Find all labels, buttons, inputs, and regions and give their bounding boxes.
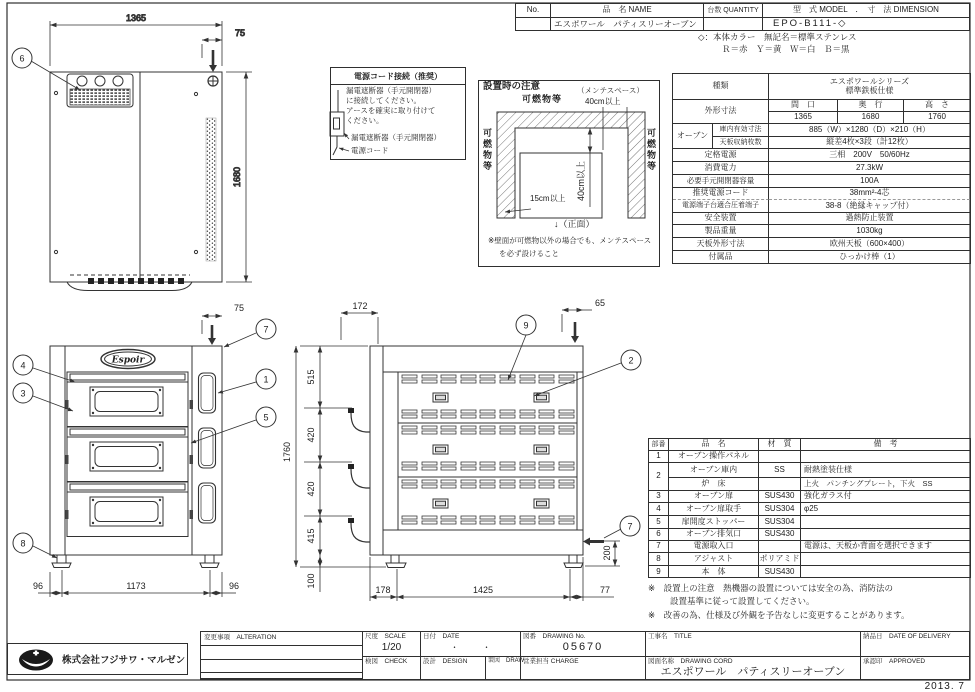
oven-deck [66,427,194,482]
dim-top-depth: 1680 [232,166,242,188]
parts-head-name: 品 名 [669,439,759,451]
company-logo-icon [14,645,58,673]
spec-weight-label: 製品重量 [673,225,769,238]
product-name: エスポワール パティスリーオーブン [551,18,704,31]
dim-top-offset: 75 [234,28,246,38]
header-qty: 台数 QUANTITY [704,4,763,18]
parts-row-name: 本 体 [669,566,759,578]
parts-row-note [801,566,970,578]
charge-cell [521,657,646,679]
header-no: No. [516,4,551,18]
parts-row-no: 6 [649,529,669,541]
parts-row-mat: SUS304 [759,503,801,516]
parts-row-name: オーブン庫内 [669,463,759,478]
adjustable-foot [386,555,583,568]
maintenance-space: （メンテスペース） [577,86,644,95]
spec-dims-label: 外形寸法 [673,100,769,124]
date-label: 日付 DATE [423,633,460,640]
power-box-title: 電源コード接続（推奨） [331,68,465,85]
approved-label: 承認印 APPROVED [863,658,926,665]
design-cell [421,657,486,679]
spec-inner-value: 885（W）×1280（D）×210（H） [769,124,970,137]
dim-side-178: 178 [375,585,391,595]
parts-head-note: 備 考 [801,439,970,451]
dim-height: 1760 [282,441,292,463]
dim-side-65: 65 [594,298,606,308]
header-name: 品 名 NAME [551,4,704,18]
spec-series: エスポワールシリーズ [829,76,910,86]
spec-tray-label: 天板収納枚数 [713,137,769,149]
side-vent-strip [206,118,216,261]
exhaust-hole [113,76,123,86]
parts-row-mat: SUS430 [759,529,801,541]
oven-door [67,437,188,482]
spec-safety-value: 過熱防止装置 [769,213,970,225]
drawing-no-cell [521,632,646,657]
project-title-cell [646,632,861,657]
dim-top-width: 1365 [125,13,147,23]
parts-row-name: オーブン操作パネル [669,451,759,463]
parts-row-name: アジャスト [669,553,759,566]
parts-row-note [801,529,970,541]
spec-table [672,73,971,264]
project-title-label: 工事名 TITLE [648,633,692,640]
spec-depth-value: 1680 [838,112,904,124]
value-qty [704,18,763,31]
spec-inner-label: 庫内有効寸法 [713,124,769,137]
dim-front-offset: 75 [233,303,245,313]
spec-power-value: 三相 200V 50/60Hz [769,149,970,162]
callout-2-label: 2 [628,355,634,366]
drawing-name-value: エスポワール パティスリーオーブン [660,665,846,678]
parts-row-no: 7 [649,541,669,553]
spec-height-value: 1760 [904,112,970,124]
dim-side-515: 515 [306,369,316,385]
dim-side-1425: 1425 [472,585,494,595]
parts-row-mat [759,451,801,463]
wall-note-1: ※壁面が可燃物以外の場合でも、メンテスペース [488,236,652,245]
parts-row-name: 炉 床 [669,478,759,491]
install-box-title: 設置時の注意 [483,81,541,92]
dim-front-center: 1173 [126,581,146,591]
model-number: EPO-B111-◇ [773,18,848,30]
clearance-40cm-top: 40cm以上 [585,97,621,106]
callout-1-label: 1 [263,374,269,385]
dim-front-left: 96 [32,581,44,591]
parts-head-no: 部番 [649,439,669,451]
spec-breaker-label: 必要手元開閉器容量 [673,175,769,188]
drawing-name-label: 図面名称 DRAWING CORD [648,658,733,665]
exhaust-hole [77,76,87,86]
dim-side-420b: 420 [306,481,316,497]
title-block [200,631,970,680]
breaker-label: 漏電遮断器（手元開閉器） [351,133,441,142]
callout-6-label: 6 [19,53,25,64]
clearance-15cm: 15cm以上 [530,194,566,203]
spec-kind-label: 種類 [673,74,769,100]
parts-row-name: オーブン扉 [669,491,759,503]
oven-door [67,382,188,427]
color-note-2: Ｒ＝赤 Ｙ＝黄 Ｗ＝白 Ｂ＝黒 [722,44,850,54]
charge-label: 営業担当 CHARGE [523,658,579,665]
spec-width-head: 間 口 [769,100,838,112]
parts-row-note [801,516,970,529]
color-note-1: ◇：本体カラー 無記名＝標準ステンレス [698,32,857,42]
parts-row-note: 電源は、天板か背面を選択できます [801,541,970,553]
dim-side-415: 415 [306,528,316,544]
check-label: 検図 CHECK [365,658,408,665]
design-label: 設計 DESIGN [423,658,468,665]
scale-value: 1/20 [381,641,402,653]
parts-row-mat: SUS304 [759,516,801,529]
dim-side-420a: 420 [306,427,316,443]
callout-5-label: 5 [263,412,269,423]
scale-cell [363,632,421,657]
oven-deck [66,372,194,427]
spec-terminal-value: 38-8（絶縁キャップ付） [769,200,970,213]
plan-view [12,13,252,291]
drawing-no-label: 図番 DRAWING No. [523,633,586,640]
spec-consume-value: 27.3kW [769,162,970,175]
clearance-40cm-vertical: 40cm以上 [576,160,586,202]
adjustable-foot [52,555,219,568]
header-model: 型 式 MODEL ． 寸 法 DIMENSION [763,4,969,18]
draw-cell [486,657,525,679]
parts-row-mat: SS [759,463,801,478]
parts-row-note: 上火 パンチングプレート，下火 SS [801,478,970,491]
parts-row-mat: SUS430 [759,491,801,503]
parts-row-no: 2 [649,463,669,491]
wall-note-2: を必ず設けること [499,249,559,258]
callout-3-label: 3 [20,388,26,399]
alteration-label: 変更事項 ALTERATION [204,634,277,641]
parts-row-mat: SUS430 [759,566,801,578]
spec-weight-value: 1030kg [769,225,970,238]
date-value: ・ ・ [450,642,491,652]
spec-finish: 標準鉄板仕様 [845,85,894,95]
parts-row-mat: ポリアミド [759,553,801,566]
dim-side-77: 77 [599,585,611,595]
scale-label: 尺度 SCALE [365,633,406,640]
parts-row-note: φ25 [801,503,970,516]
change-note: ※ 改善の為、仕様及び外観を予告なしに変更することがあります。 [648,610,910,620]
callout-7-label: 7 [263,324,269,335]
parts-row-no: 3 [649,491,669,503]
company-name: 株式会社フジサワ・マルゼン [62,655,186,666]
espoir-logo-text: Espoir [111,355,145,366]
spec-kind-value [769,74,970,100]
parts-row-note: 強化ガラス付 [801,491,970,503]
spec-depth-head: 奥 行 [838,100,904,112]
date-stamp: 2013. 7 [924,681,965,692]
oven-deck [66,482,194,537]
flammable-top: 可燃物等 [522,94,563,104]
exhaust-hole [95,76,105,86]
vent-grille [70,89,130,105]
power-box-line2: に接続してください。 [346,96,421,105]
front-direction-label: ↓（正面） [554,219,595,229]
date-cell [421,632,521,657]
callout-9-label: 9 [523,320,529,331]
install-note-1: ※ 設置上の注意 熱機器の設置については安全の為、消防法の [648,583,893,593]
parts-row-no: 4 [649,503,669,516]
spec-tray-value: 縦差4枚×3段（計12枚） [769,137,970,149]
front-view [13,316,386,597]
callout-4-label: 4 [20,360,26,371]
power-box-line3: アースを確実に取り付けて [346,106,436,115]
cord-label: 電源コード [351,146,389,155]
spec-consume-label: 消費電力 [673,162,769,175]
flammable-left: 可燃物等 [482,128,492,172]
spec-acc-label: 付属品 [673,251,769,263]
parts-row-no: 1 [649,451,669,463]
spec-cord-label: 推奨電源コード [673,188,769,200]
delivery-cell [861,632,969,657]
dim-front-right: 96 [228,581,240,591]
spec-traysize-value: 欧州天板（600×400） [769,238,970,251]
drawing-name-cell [646,657,861,679]
dim-side-200: 200 [602,545,612,561]
spec-oven-label: オーブン [673,124,713,149]
parts-row-note [801,451,970,463]
delivery-label: 納品日 DATE OF DELIVERY [863,633,951,640]
parts-table [648,438,971,578]
spec-width-value: 1365 [769,112,838,124]
spec-height-head: 高 さ [904,100,970,112]
parts-row-note [801,553,970,566]
drawing-no-value: 05670 [562,641,604,654]
door-handle [348,408,370,542]
spec-cord-value: 38mm²-4芯 [769,188,970,200]
parts-row-note: 耐熱塗装仕様 [801,463,970,478]
check-cell [363,657,421,679]
side-view [304,310,641,601]
spec-breaker-value: 100A [769,175,970,188]
spec-traysize-label: 天板外形寸法 [673,238,769,251]
parts-row-name: オーブン扉取手 [669,503,759,516]
spec-acc-value: ひっかけ棒（1） [839,251,900,261]
dim-side-172: 172 [352,301,368,311]
approved-cell [861,657,969,679]
callout-7-side-label: 7 [627,521,633,532]
parts-row-no: 5 [649,516,669,529]
value-no [516,18,551,31]
spec-safety-label: 安全装置 [673,213,769,225]
parts-head-mat: 材 質 [759,439,801,451]
power-box-line1: 漏電遮断器（手元開閉器） [346,86,436,95]
parts-row-name: 扉開度ストッパー [669,516,759,529]
flammable-right: 可燃物等 [646,128,656,172]
power-box-line4: ください。 [346,116,384,125]
parts-row-mat [759,478,801,491]
parts-row-name: 電源取入口 [669,541,759,553]
parts-row-no: 8 [649,553,669,566]
install-note-2: 設置基準に従って設置してください。 [670,596,815,606]
spec-terminal-label: 電源端子台適合圧着端子 [673,200,769,213]
parts-row-mat [759,541,801,553]
callout-8-label: 8 [20,538,26,549]
spec-power-label: 定格電源 [673,149,769,162]
parts-row-no: 9 [649,566,669,578]
header-table [515,3,970,31]
company-logo-box [7,643,188,675]
side-panel [398,372,577,530]
dim-side-100: 100 [306,573,316,589]
draw-label: 製図 DRAW [488,658,525,664]
parts-row-name: オーブン排気口 [669,529,759,541]
oven-door [67,492,188,537]
